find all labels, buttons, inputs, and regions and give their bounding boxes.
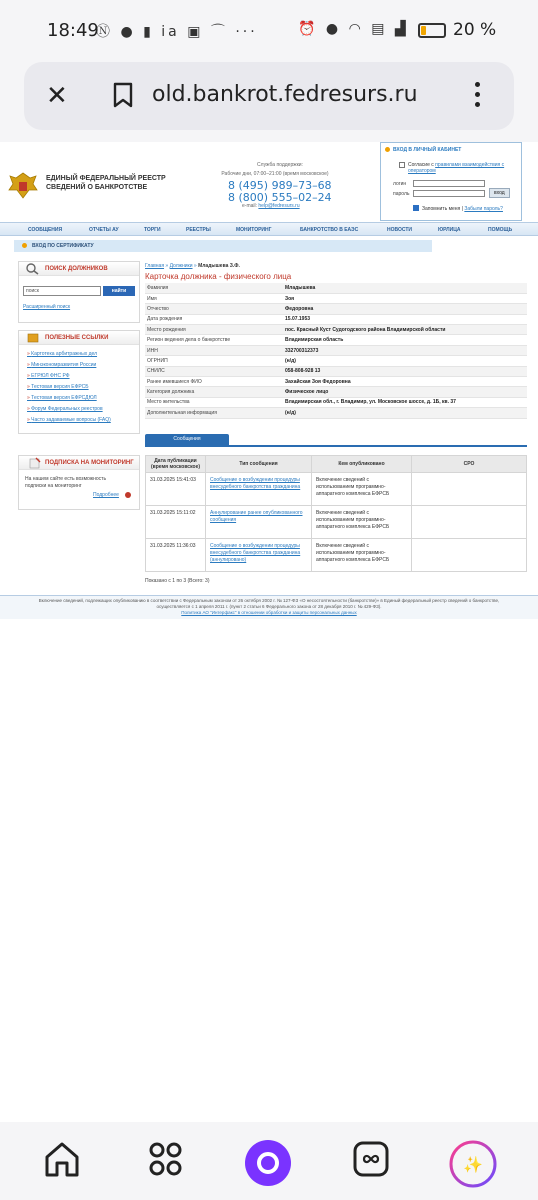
password-label: пароль — [393, 191, 410, 197]
login-button[interactable]: вход — [489, 188, 510, 198]
cert-login-label: ВХОД ПО СЕРТИФИКАТУ — [32, 243, 94, 249]
agree-link[interactable]: правилами взаимодействия с оператором — [408, 162, 505, 174]
link-mineconomy[interactable]: » Минэкономразвития России — [27, 362, 111, 368]
nav-item-registries[interactable]: РЕЕСТРЫ — [186, 227, 211, 233]
card-field-value: пос. Красный Куст Судогодского района Владимирской области — [283, 325, 527, 335]
tabs-infinity-icon[interactable] — [352, 1139, 390, 1179]
message-sro-cell — [412, 473, 527, 506]
page-title: Карточка должника - физического лица — [145, 272, 292, 281]
more-menu-icon[interactable] — [472, 79, 482, 113]
remember-row: Запомнить меня | Забыли пароль? — [422, 206, 503, 212]
browser-toolbar — [0, 62, 538, 142]
card-row — [145, 345, 527, 355]
cert-icon — [22, 243, 27, 248]
tab-underline — [145, 445, 527, 447]
card-row — [145, 314, 527, 324]
notification-icons — [96, 21, 258, 41]
link-forum[interactable]: » Форум Федеральных реестров — [27, 406, 111, 412]
email-link[interactable]: help@fedresurs.ru — [258, 203, 300, 209]
nav-item-messages[interactable]: СООБЩЕНИЯ — [28, 227, 63, 233]
message-type-link[interactable]: Сообщение о возбуждении процедуры внесудебного банкротства гражданина — [210, 477, 301, 490]
monitoring-text: На нашем сайте есть возможность подписки на мониторинг — [25, 476, 107, 489]
card-field-value: Младышева — [283, 283, 527, 293]
search-panel-header — [19, 262, 139, 276]
card-row — [145, 397, 527, 407]
card-field-label: Ранее имевшиеся ФИО — [145, 377, 283, 387]
status-time: 18:49 — [47, 20, 99, 41]
card-field-value: Физическое лицо — [283, 387, 527, 397]
app-icon: ia — [161, 24, 180, 40]
col-publisher: Кем опубликовано — [312, 456, 412, 473]
useful-links-title: ПОЛЕЗНЫЕ ССЫЛКИ — [45, 335, 109, 341]
url-text[interactable]: old.bankrot.fedresurs.ru — [152, 82, 418, 107]
useful-links-panel — [18, 330, 140, 434]
message-date: 31.03.2025 15:11:02 — [150, 510, 196, 516]
card-field-label: Дополнительная информация — [145, 408, 283, 418]
site-title-line1: ЕДИНЫЙ ФЕДЕРАЛЬНЫЙ РЕЕСТР — [46, 175, 166, 182]
breadcrumb-current: Младышева З.Ф. — [198, 263, 240, 269]
arc-icon: ⌒ — [210, 24, 228, 40]
card-field-value: Владимирская область — [283, 335, 527, 345]
agree-checkbox[interactable] — [399, 162, 405, 168]
col-date: Дата публикации (время московское) — [146, 456, 206, 473]
nfc-icon: Ⓝ — [96, 24, 113, 40]
card-row — [145, 325, 527, 335]
search-panel — [18, 261, 140, 323]
card-field-label: Имя — [145, 293, 283, 303]
volte-icon: ▤ — [371, 21, 388, 37]
message-date-cell — [146, 506, 206, 539]
bookmark-icon[interactable] — [112, 82, 134, 108]
useful-links-list — [27, 351, 111, 428]
message-publisher-cell — [312, 506, 412, 539]
link-egrul[interactable]: » ЕГРЮЛ ФНС РФ — [27, 373, 111, 379]
monitoring-more-link[interactable]: Подробнее — [93, 492, 119, 498]
card-field-label: Фамилия — [145, 283, 283, 293]
message-sro-cell — [412, 506, 527, 539]
more-notifications-icon: ··· — [235, 24, 258, 40]
tab-messages[interactable]: Сообщения — [145, 434, 229, 445]
login-panel — [380, 142, 522, 221]
col-type: Тип сообщения — [206, 456, 312, 473]
card-field-value: Владимирская обл., г. Владимир, ул. Московское шоссе, д. 1Б, кв. 37 — [283, 397, 527, 407]
col-sro: СРО — [412, 456, 527, 473]
search-button[interactable]: найти — [103, 286, 135, 296]
card-row — [145, 356, 527, 366]
footer-line2: осуществляется с 1 апреля 2011 г. (пункт 2 статьи 6 Федерального закона от 28 декабря 2010 г. № 429-ФЗ). — [156, 604, 382, 609]
alarm-icon: ⏰ — [298, 21, 319, 37]
card-row — [145, 335, 527, 345]
location-icon: ● — [325, 21, 342, 37]
battery-percent: 20 % — [453, 20, 497, 40]
card-row — [145, 408, 527, 418]
nav-item-news[interactable]: НОВОСТИ — [387, 227, 413, 233]
support-email — [242, 203, 300, 209]
message-publisher-cell — [312, 473, 412, 506]
monitoring-header — [19, 456, 139, 470]
chat-icon: ● — [120, 24, 136, 40]
remember-label: Запомнить меня — [422, 206, 461, 212]
footer-line1: Включение сведений, подлежащих опубликованию в соответствии с Федеральным законом от 26 октября 2002 г. № 127-ФЗ «О несостоятельности (банкротстве)» в Единый федеральный реестр сведений о банкротстве, — [38, 598, 500, 603]
wifi-icon: ◠ — [348, 21, 364, 37]
link-test-efrsb[interactable]: » Тестовая версия ЕФРСБ — [27, 384, 111, 390]
battery-icon — [418, 23, 446, 38]
link-test-efrsdul[interactable]: » Тестовая версия ЕФРСДЮЛ — [27, 395, 111, 401]
message-type-link[interactable]: Аннулирование ранее опубликованного сообщения — [210, 510, 303, 523]
card-row — [145, 293, 527, 303]
card-field-value: Федоровна — [283, 304, 527, 314]
main-nav — [0, 222, 538, 236]
nav-item-legal[interactable]: ЮРЛИЦА — [438, 227, 461, 233]
forgot-password-link[interactable]: Забыли пароль? — [464, 206, 503, 212]
ai-sparkles-icon[interactable] — [448, 1139, 498, 1189]
password-input[interactable] — [413, 190, 485, 197]
support-schedule: Рабочие дни, 07:00–21:00 (время московское) — [221, 171, 329, 177]
link-arbitration-cases[interactable]: » Картотека арбитражных дел — [27, 351, 111, 357]
message-date-cell — [146, 473, 206, 506]
remember-checkbox[interactable] — [413, 205, 419, 211]
nav-item-reports[interactable]: ОТЧЕТЫ АУ — [89, 227, 119, 233]
status-bar — [0, 0, 538, 62]
battery-saver-icon: ▮ — [143, 24, 154, 40]
web-page — [0, 142, 538, 1122]
card-field-value: 15.07.1953 — [283, 314, 527, 324]
card-field-label: Отчество — [145, 304, 283, 314]
agree-text — [408, 162, 516, 174]
card-field-value: 058-808-928 13 — [283, 366, 527, 376]
card-row — [145, 304, 527, 314]
login-label: логин — [393, 181, 407, 187]
nav-item-monitoring[interactable]: МОНИТОРИНГ — [236, 227, 272, 233]
signal-icon: ▟ — [394, 21, 409, 37]
message-publisher-cell — [312, 539, 412, 572]
card-row — [145, 366, 527, 376]
message-date: 31.03.2025 15:41:03 — [150, 477, 196, 483]
message-type-link-cell — [206, 539, 312, 572]
monitoring-title: ПОДПИСКА НА МОНИТОРИНГ — [45, 460, 134, 466]
card-field-label: Дата рождения — [145, 314, 283, 324]
messages-table — [145, 455, 527, 572]
privacy-policy-link[interactable]: Политика АО "Интерфакс" в отношении обработки и защиты персональных данных — [181, 610, 357, 615]
cert-login-bar[interactable] — [14, 240, 432, 252]
email-label: e-mail: — [242, 203, 258, 209]
search-panel-title: ПОИСК ДОЛЖНИКОВ — [45, 266, 108, 272]
message-sro-cell — [412, 539, 527, 572]
card-field-label: Место жительства — [145, 397, 283, 407]
support-phone-2[interactable]: 8 (800) 555–02–24 — [228, 191, 332, 204]
support-phone-1[interactable]: 8 (495) 989–73–68 — [228, 179, 332, 192]
subscribe-icon — [29, 457, 41, 469]
apps-grid-icon[interactable] — [148, 1139, 184, 1179]
card-field-label: ИНН — [145, 345, 283, 355]
card-row — [145, 387, 527, 397]
arrow-right-icon[interactable] — [125, 492, 131, 498]
home-icon[interactable] — [42, 1139, 82, 1179]
message-publisher: Включение сведений с использованием программно-аппаратного комплекса ЕФРСБ — [316, 477, 390, 497]
message-row — [146, 539, 527, 572]
svg-text:✨: ✨ — [463, 1155, 483, 1174]
card-field-label: Категория должника — [145, 387, 283, 397]
breadcrumb-debtors[interactable]: Должники — [169, 263, 193, 269]
message-publisher: Включение сведений с использованием программно-аппаратного комплекса ЕФРСБ — [316, 510, 390, 530]
message-row — [146, 473, 527, 506]
site-title-line2: СВЕДЕНИЙ О БАНКРОТСТВЕ — [46, 184, 148, 191]
messages-header-row — [146, 456, 527, 473]
magnifier-icon — [25, 263, 41, 275]
coat-of-arms-logo — [6, 170, 40, 200]
useful-links-header — [19, 331, 139, 345]
message-type-link[interactable]: Сообщение о возбуждении процедуры внесудебного банкротства гражданина (аннулировано) — [210, 543, 301, 563]
card-field-label: СНИЛС — [145, 366, 283, 376]
card-field-value: Зоя — [283, 293, 527, 303]
breadcrumb: Главная » Должники » Младышева З.Ф. — [145, 263, 240, 269]
message-type-link-cell — [206, 506, 312, 539]
lock-icon — [385, 147, 390, 152]
pagination-info: Показано с 1 по 3 (Всего: 3) — [145, 578, 210, 584]
login-title: ВХОД В ЛИЧНЫЙ КАБИНЕТ — [393, 147, 462, 153]
login-input[interactable] — [413, 180, 485, 187]
browser-bottom-nav — [0, 1122, 538, 1200]
close-icon[interactable]: ✕ — [46, 80, 68, 110]
card-field-value: (н/д) — [283, 356, 527, 366]
message-type-link-cell — [206, 473, 312, 506]
message-publisher: Включение сведений с использованием программно-аппаратного комплекса ЕФРСБ — [316, 543, 390, 563]
message-row — [146, 506, 527, 539]
card-row — [145, 283, 527, 293]
book-icon — [27, 333, 39, 343]
footer — [0, 595, 538, 619]
nav-item-auctions[interactable]: ТОРГИ — [144, 227, 161, 233]
card-field-value: 332700312373 — [283, 345, 527, 355]
debtor-card-table — [145, 283, 527, 419]
monitoring-panel — [18, 455, 140, 510]
nav-item-eaeu[interactable]: БАНКРОТСТВО В ЕАЭС — [300, 227, 359, 233]
m-icon: ▣ — [187, 24, 204, 40]
alice-assistant-icon[interactable] — [244, 1139, 292, 1187]
nav-item-help[interactable]: ПОМОЩЬ — [488, 227, 513, 233]
breadcrumb-home[interactable]: Главная — [145, 263, 165, 269]
message-date-cell — [146, 539, 206, 572]
card-row — [145, 377, 527, 387]
card-field-value: Захайская Зоя Федоровна — [283, 377, 527, 387]
system-icons — [298, 21, 409, 37]
card-field-label: ОГРНИП — [145, 356, 283, 366]
search-input[interactable]: поиск — [23, 286, 101, 296]
link-faq[interactable]: » Часто задаваемые вопросы (FAQ) — [27, 417, 111, 423]
card-field-label: Регион ведения дела о банкротстве — [145, 335, 283, 345]
advanced-search-link[interactable]: Расширенный поиск — [23, 304, 71, 310]
message-date: 31.03.2025 11:36:03 — [150, 543, 196, 549]
support-label: Служба поддержки: — [257, 162, 303, 168]
card-field-value: (н/д) — [283, 408, 527, 418]
agree-label: Согласие с — [408, 162, 434, 168]
card-field-label: Место рождения — [145, 325, 283, 335]
